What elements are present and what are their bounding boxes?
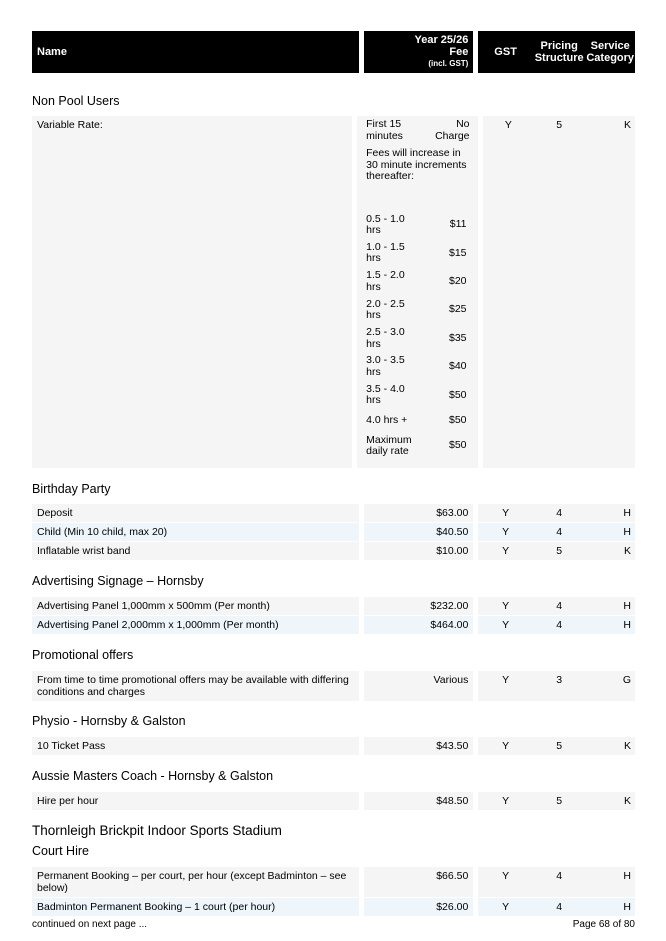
row-gst: Y <box>478 616 533 634</box>
header-pricing <box>533 31 586 73</box>
tier-label: 3.0 - 3.5 hrs <box>366 354 405 378</box>
table-row <box>32 898 635 916</box>
tier-value: $50 <box>448 388 467 401</box>
row-fee: $464.00 <box>364 616 473 634</box>
header-fee-line1: Year 25/26 <box>414 34 469 46</box>
header-gst <box>478 31 533 73</box>
row-service: H <box>585 523 635 541</box>
row-name: Variable Rate: <box>32 116 352 468</box>
variable-rate-fees <box>357 116 477 468</box>
section-subtitle: Court Hire <box>32 844 89 858</box>
increment-note: Fees will increase in 30 minute increments thereafter: <box>366 147 467 182</box>
row-fee: $48.50 <box>364 792 473 810</box>
rate-tier <box>366 214 469 237</box>
row-pricing: 4 <box>533 597 586 615</box>
rate-tier <box>366 435 469 458</box>
section-title: Birthday Party <box>32 482 111 496</box>
row-fee: $43.50 <box>364 737 473 755</box>
header-pricing-line1: Pricing <box>540 40 578 52</box>
row-service: K <box>584 116 635 468</box>
continued-note: continued on next page ... <box>32 919 148 930</box>
row-pricing: 4 <box>533 523 586 541</box>
tier-label: 4.0 hrs + <box>366 413 408 426</box>
row-pricing: 5 <box>533 792 586 810</box>
tier-value: $40 <box>448 360 467 373</box>
table-row <box>32 737 635 755</box>
row-gst: Y <box>478 671 533 701</box>
row-service: H <box>585 616 635 634</box>
variable-rate-row <box>32 116 635 468</box>
first-minutes-value: No Charge <box>435 118 470 142</box>
header-gst-label: GST <box>494 46 517 58</box>
row-pricing: 5 <box>533 542 586 560</box>
row-service: G <box>585 671 635 701</box>
row-fee: $40.50 <box>364 523 473 541</box>
row-gst: Y <box>478 542 533 560</box>
table-row <box>32 542 635 560</box>
row-fee: $10.00 <box>364 542 473 560</box>
row-name: Child (Min 10 child, max 20) <box>32 523 359 541</box>
tier-label: 1.5 - 2.0 hrs <box>366 269 405 293</box>
header-fee <box>364 31 473 73</box>
row-name: Hire per hour <box>32 792 359 810</box>
tier-value: $11 <box>449 218 467 231</box>
tier-label: 0.5 - 1.0 hrs <box>366 212 405 236</box>
row-fee: $232.00 <box>364 597 473 615</box>
tier-label: 2.5 - 3.0 hrs <box>366 326 405 350</box>
table-row <box>32 597 635 615</box>
row-pricing: 5 <box>533 737 586 755</box>
row-name: Deposit <box>32 504 359 522</box>
row-service: H <box>585 867 635 897</box>
rate-tier <box>366 355 469 378</box>
table-row <box>32 523 635 541</box>
header-service-line1: Service <box>590 40 630 52</box>
row-fee: $66.50 <box>364 867 473 897</box>
row-service: K <box>585 542 635 560</box>
section-title: Aussie Masters Coach - Hornsby & Galston <box>32 769 274 783</box>
page-number: Page 68 of 80 <box>572 919 635 930</box>
table-row <box>32 867 635 897</box>
section-title: Non Pool Users <box>32 94 120 108</box>
tier-value: $50 <box>448 439 467 452</box>
table-row <box>32 792 635 810</box>
header-service <box>585 31 635 73</box>
tier-label: 3.5 - 4.0 hrs <box>366 382 405 407</box>
tier-label: Maximum daily rate <box>366 433 412 458</box>
rate-tiers <box>366 214 469 458</box>
tier-label: 2.0 - 2.5 hrs <box>366 297 405 322</box>
table-header <box>32 31 635 73</box>
tier-value: $25 <box>448 303 467 316</box>
section-title: Thornleigh Brickpit Indoor Sports Stadium <box>32 823 282 838</box>
row-gst: Y <box>478 792 533 810</box>
row-service: H <box>585 504 635 522</box>
table-row <box>32 671 635 701</box>
row-service: K <box>585 792 635 810</box>
fee-schedule-page <box>32 31 635 917</box>
rate-tier <box>366 327 469 350</box>
rate-tier <box>366 242 469 265</box>
section-title: Promotional offers <box>32 648 134 662</box>
row-pricing: 5 <box>534 116 584 468</box>
row-service: H <box>585 597 635 615</box>
section-title: Advertising Signage – Hornsby <box>32 574 204 588</box>
header-pricing-line2: Structure <box>534 52 584 64</box>
row-pricing: 4 <box>533 616 586 634</box>
row-name: Advertising Panel 1,000mm x 500mm (Per month) <box>32 597 359 615</box>
row-gst: Y <box>478 898 533 916</box>
row-gst: Y <box>478 597 533 615</box>
header-name-label: Name <box>37 46 67 58</box>
header-service-line2: Category <box>586 52 635 64</box>
row-name: From time to time promotional offers may be available with differing conditions and charges <box>32 671 359 701</box>
tier-label: 1.0 - 1.5 hrs <box>366 240 405 265</box>
row-gst: Y <box>478 867 533 897</box>
row-name: Permanent Booking – per court, per hour (except Badminton – see below) <box>32 867 359 897</box>
row-service: H <box>585 898 635 916</box>
rate-tier <box>366 412 469 429</box>
row-fee: Various <box>364 671 473 701</box>
row-name: 10 Ticket Pass <box>32 737 359 755</box>
row-fee: $26.00 <box>364 898 473 916</box>
rate-tier <box>366 384 469 407</box>
row-pricing: 4 <box>533 504 586 522</box>
first-minutes-label: First 15 minutes <box>366 118 403 142</box>
tier-value: $35 <box>448 331 467 344</box>
first-minutes-row <box>366 119 469 142</box>
row-gst: Y <box>478 737 533 755</box>
rate-tier <box>366 270 469 293</box>
row-gst: Y <box>478 504 533 522</box>
section-title: Physio - Hornsby & Galston <box>32 714 186 728</box>
table-row <box>32 616 635 634</box>
row-name: Advertising Panel 2,000mm x 1,000mm (Per month) <box>32 616 359 634</box>
header-name <box>32 31 359 73</box>
row-pricing: 4 <box>533 898 586 916</box>
row-name: Inflatable wrist band <box>32 542 359 560</box>
header-fee-sub: (incl. GST) <box>428 59 469 68</box>
tier-value: $15 <box>448 246 467 259</box>
row-service: K <box>585 737 635 755</box>
row-name: Badminton Permanent Booking – 1 court (per hour) <box>32 898 359 916</box>
row-gst: Y <box>483 116 535 468</box>
row-pricing: 3 <box>533 671 586 701</box>
row-pricing: 4 <box>533 867 586 897</box>
rate-tier <box>366 299 469 322</box>
tier-value: $20 <box>448 275 467 288</box>
table-row <box>32 504 635 522</box>
row-gst: Y <box>478 523 533 541</box>
tier-value: $50 <box>448 413 467 426</box>
row-fee: $63.00 <box>364 504 473 522</box>
header-fee-line2: Fee <box>449 46 469 58</box>
